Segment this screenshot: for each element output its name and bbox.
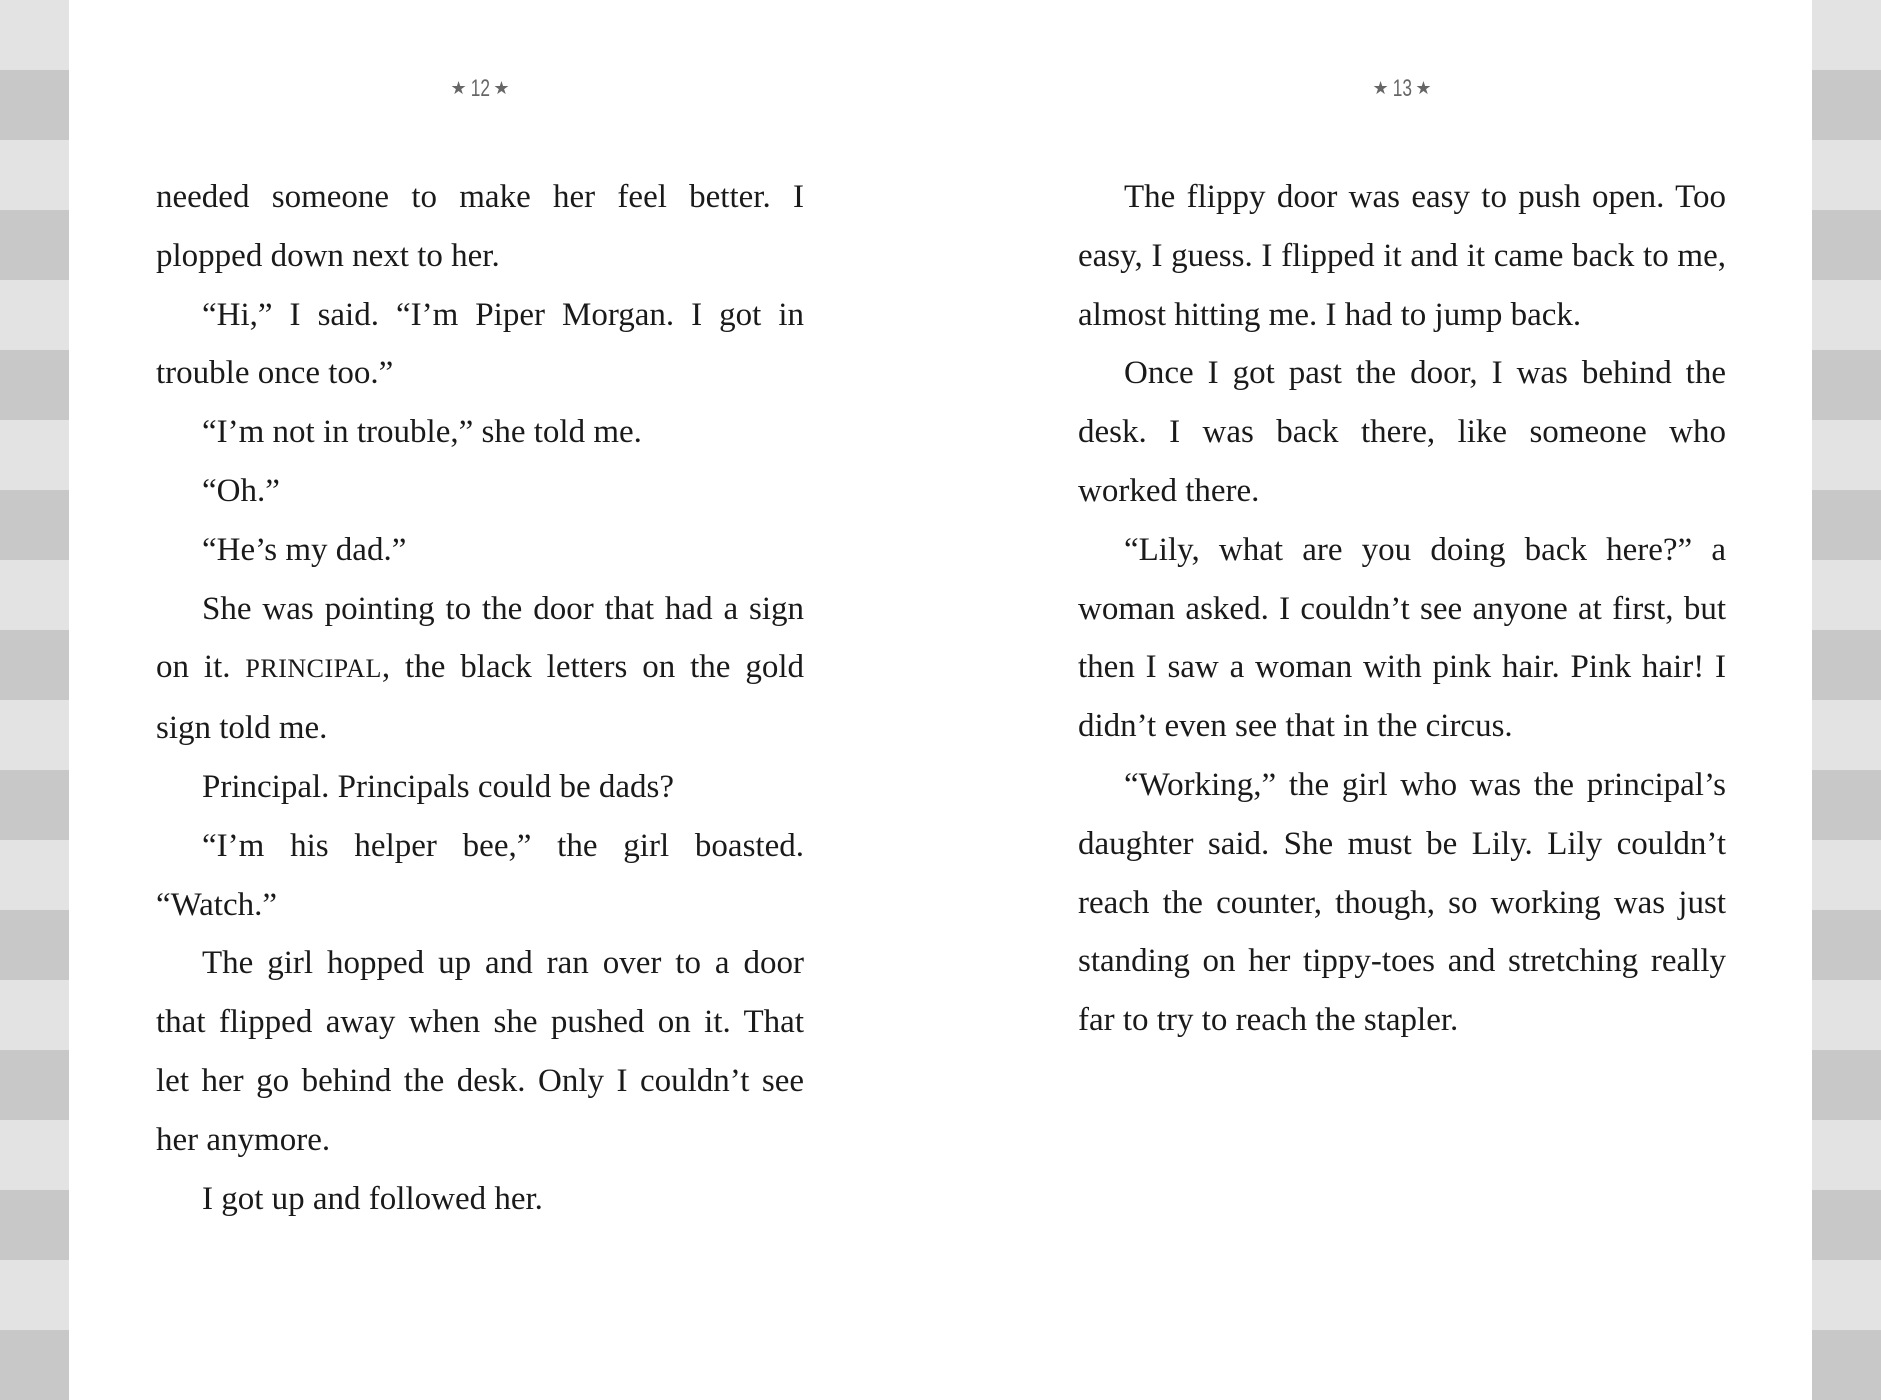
paragraph-text: She was pointing to the door that had a sign on it.	[156, 590, 804, 686]
left-striped-border	[0, 0, 69, 1400]
paragraph: needed someone to make her feel better. I plopped down next to her.	[156, 179, 804, 274]
paragraph: I got up and followed her.	[202, 1180, 543, 1217]
paragraph: “I’m not in trouble,” she told me.	[202, 414, 642, 451]
paragraph-text: , the black letters on the gold sign told me.	[156, 649, 804, 747]
paragraph: “He’s my dad.”	[202, 531, 407, 568]
star-icon: ★	[1415, 78, 1432, 99]
principal-small-caps: PRINCIPAL	[245, 654, 382, 684]
star-icon: ★	[493, 78, 510, 99]
left-page-text	[156, 168, 804, 1228]
paragraph: “Oh.”	[202, 472, 280, 509]
paragraph: The girl hopped up and ran over to a door that flipped away when she pushed on it. That let her go behind the desk. Only I couldn’t see her anymore.	[156, 945, 804, 1158]
star-icon: ★	[450, 78, 467, 99]
paragraph: “I’m his helper bee,” the girl boasted. “Watch.”	[156, 827, 804, 923]
paragraph: “Working,” the girl who was the principal’s daughter said. She must be Lily. Lily couldn’t reach the counter, though, so working was just standing on her tippy-toes and stretching really far to try to reach the stapler.	[1078, 766, 1726, 1039]
page-number-text: 13	[1392, 75, 1412, 102]
page-number-right	[1078, 72, 1726, 106]
page-number-text: 12	[470, 75, 490, 102]
right-striped-border	[1812, 0, 1881, 1400]
paragraph: The flippy door was easy to push open. Too easy, I guess. I flipped it and it came back to me, almost hitting me. I had to jump back.	[1078, 179, 1726, 333]
right-page	[1078, 0, 1726, 1400]
star-icon: ★	[1372, 78, 1389, 99]
right-page-text	[1078, 168, 1726, 1050]
paragraph: Once I got past the door, I was behind the desk. I was back there, like someone who worked there.	[1078, 355, 1726, 509]
page-number-left	[156, 72, 804, 106]
paragraph: Principal. Principals could be dads?	[202, 768, 674, 805]
paragraph	[156, 580, 804, 758]
paragraph: “Lily, what are you doing back here?” a woman asked. I couldn’t see anyone at first, but then I saw a woman with pink hair. Pink hair! I didn’t even see that in the circus.	[1078, 531, 1726, 745]
paragraph: “Hi,” I said. “I’m Piper Morgan. I got in trouble once too.”	[156, 296, 804, 392]
left-page	[156, 0, 804, 1400]
